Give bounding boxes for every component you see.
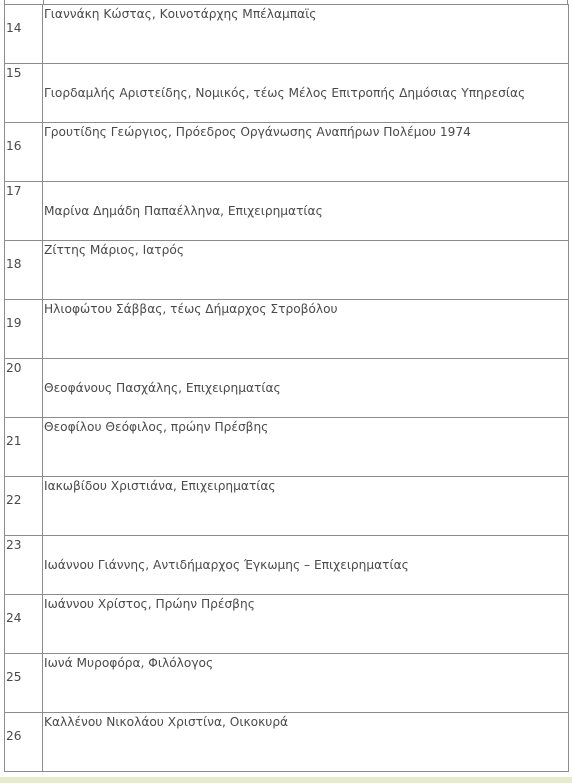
row-number-cell — [5, 182, 43, 241]
row-number-cell — [5, 5, 43, 64]
member-name: Γιαννάκη Κώστας, Κοινοτάρχης Μπέλαμπαϊς — [44, 7, 317, 21]
member-name: Θεοφάνους Πασχάλης, Επιχειρηματίας — [44, 381, 281, 395]
member-name: Ιωάννου Γιάννης, Αντιδήμαρχος Έγκωμης – Επιχειρηματίας — [44, 558, 409, 572]
member-cell — [43, 300, 569, 359]
member-name: Γρουτίδης Γεώργιος, Πρόεδρος Οργάνωσης Αναπήρων Πολέμου 1974 — [44, 125, 471, 139]
member-cell — [43, 654, 569, 713]
row-number: 21 — [6, 434, 22, 448]
table-row — [5, 5, 569, 64]
member-cell — [43, 182, 569, 241]
member-cell — [43, 64, 569, 123]
row-number: 26 — [6, 729, 22, 743]
table-row — [5, 654, 569, 713]
member-cell — [43, 123, 569, 182]
member-cell — [43, 713, 569, 772]
row-number: 25 — [6, 670, 22, 684]
member-cell — [43, 536, 569, 595]
member-name: Θεοφίλου Θεόφιλος, πρώην Πρέσβης — [44, 420, 269, 434]
row-number-cell — [5, 477, 43, 536]
member-name: Ιακωβίδου Χριστιάνα, Επιχειρηματίας — [44, 479, 276, 493]
table-row — [5, 536, 569, 595]
table-row — [5, 241, 569, 300]
row-number-cell — [5, 418, 43, 477]
member-name: Μαρίνα Δημάδη Παπαέλληνα, Επιχειρηματίας — [44, 204, 323, 218]
table-row — [5, 359, 569, 418]
member-cell — [43, 359, 569, 418]
table-row — [5, 418, 569, 477]
row-number-cell — [5, 654, 43, 713]
row-number-cell — [5, 241, 43, 300]
member-name: Καλλένου Νικολάου Χριστίνα, Οικοκυρά — [44, 715, 289, 729]
row-number-cell — [5, 713, 43, 772]
row-number: 18 — [6, 257, 22, 271]
page-footer-strip — [0, 777, 572, 783]
member-name: Ιωάννου Χρίστος, Πρώην Πρέσβης — [44, 597, 255, 611]
row-number: 22 — [6, 493, 22, 507]
row-number-cell — [5, 536, 43, 595]
member-name: Γιορδαμλής Αριστείδης, Νομικός, τέως Μέλος Επιτροπής Δημόσιας Υπηρεσίας — [44, 86, 526, 100]
table-row — [5, 182, 569, 241]
row-number: 24 — [6, 611, 22, 625]
member-cell — [43, 241, 569, 300]
members-table — [4, 4, 569, 772]
member-name: Ιωνά Μυροφόρα, Φιλόλογος — [44, 656, 214, 670]
row-number: 17 — [6, 184, 22, 198]
table-row — [5, 300, 569, 359]
table-row — [5, 595, 569, 654]
table-row — [5, 64, 569, 123]
row-number: 14 — [6, 21, 22, 35]
row-number-cell — [5, 123, 43, 182]
table-row — [5, 713, 569, 772]
member-name: Ηλιοφώτου Σάββας, τέως Δήμαρχος Στροβόλου — [44, 302, 338, 316]
row-number: 23 — [6, 538, 22, 552]
member-cell — [43, 5, 569, 64]
member-cell — [43, 418, 569, 477]
row-number-cell — [5, 595, 43, 654]
member-cell — [43, 595, 569, 654]
row-number-cell — [5, 64, 43, 123]
row-number: 16 — [6, 139, 22, 153]
members-table-container — [4, 4, 568, 772]
member-name: Ζίττης Μάριος, Ιατρός — [44, 243, 184, 257]
table-row — [5, 477, 569, 536]
table-row — [5, 123, 569, 182]
row-number: 15 — [6, 66, 22, 80]
row-number-cell — [5, 300, 43, 359]
row-number-cell — [5, 359, 43, 418]
row-number: 19 — [6, 316, 22, 330]
member-cell — [43, 477, 569, 536]
row-number: 20 — [6, 361, 22, 375]
